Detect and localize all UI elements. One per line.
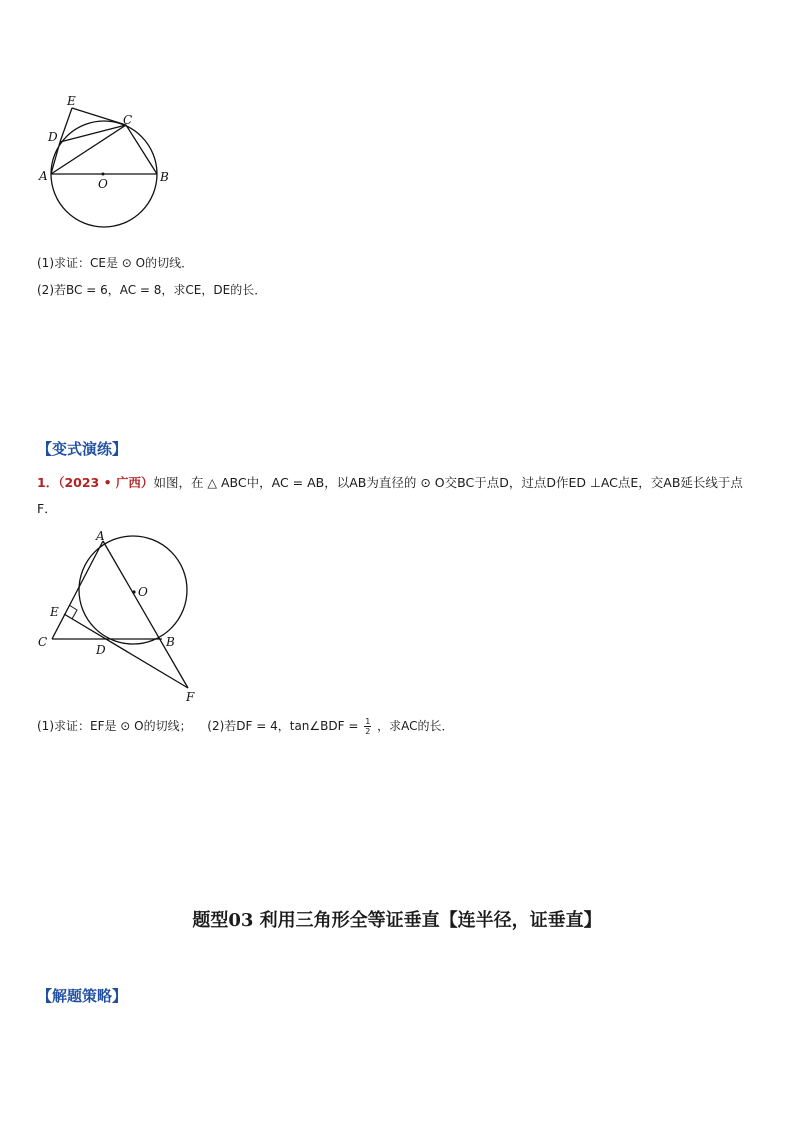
label-o: O bbox=[98, 177, 108, 191]
label-e: E bbox=[50, 605, 59, 619]
fraction-numerator: 1 bbox=[365, 717, 371, 726]
question2-part1: (1)求证：EF是 ⊙ O的切线； bbox=[37, 719, 192, 733]
label-d: D bbox=[48, 130, 58, 144]
problem-1-text: 如图，在 △ ABC中，AC = AB，以AB为直径的 ⊙ O交BC于点D，过点D作ED ⊥AC点E，交AB延长线于点F． bbox=[37, 475, 743, 516]
question2-part2-suffix: ，求AC的长． bbox=[377, 719, 454, 733]
label-b: B bbox=[166, 635, 175, 649]
label-a: A bbox=[96, 529, 105, 543]
section-variant-heading: 【变式演练】 bbox=[37, 440, 128, 458]
label-c: C bbox=[38, 635, 48, 649]
label-f: F bbox=[186, 690, 195, 704]
fraction-denominator: 2 bbox=[365, 727, 371, 736]
question1-part1: (1)求证：CE是 ⊙ O的切线． bbox=[37, 256, 194, 270]
segment-ac bbox=[51, 125, 126, 174]
label-o: O bbox=[138, 585, 148, 599]
segment-ab-extended-f bbox=[103, 541, 188, 688]
label-e: E bbox=[67, 94, 76, 108]
section-strategy-heading: 【解题策略】 bbox=[37, 987, 128, 1005]
label-b: B bbox=[160, 170, 169, 184]
segment-ac bbox=[52, 541, 103, 639]
figure-2-circle-diagram bbox=[30, 528, 210, 708]
question1-part2: (2)若BC = 6，AC = 8，求CE，DE的长． bbox=[37, 283, 267, 297]
segment-cb bbox=[126, 125, 157, 174]
segment-ef bbox=[64, 614, 188, 688]
label-a: A bbox=[39, 169, 48, 183]
figure-1-circle-diagram bbox=[30, 90, 190, 235]
fraction-one-half bbox=[364, 717, 371, 736]
center-dot bbox=[132, 590, 135, 593]
topic-title: 题型03 利用三角形全等证垂直【连半径，证垂直】 bbox=[192, 910, 602, 931]
question2-part2-prefix: (2)若DF = 4，tan∠BDF = bbox=[207, 719, 359, 733]
circle-o bbox=[79, 536, 187, 644]
right-angle-mark bbox=[69, 605, 77, 619]
question2-parts bbox=[37, 717, 454, 736]
center-dot bbox=[102, 173, 105, 176]
problem-1-source-tag: 1．（2023 • 广西） bbox=[37, 475, 154, 490]
label-c: C bbox=[123, 113, 133, 127]
segment-ec bbox=[72, 108, 126, 125]
label-d: D bbox=[96, 643, 106, 657]
problem-1 bbox=[37, 470, 762, 522]
